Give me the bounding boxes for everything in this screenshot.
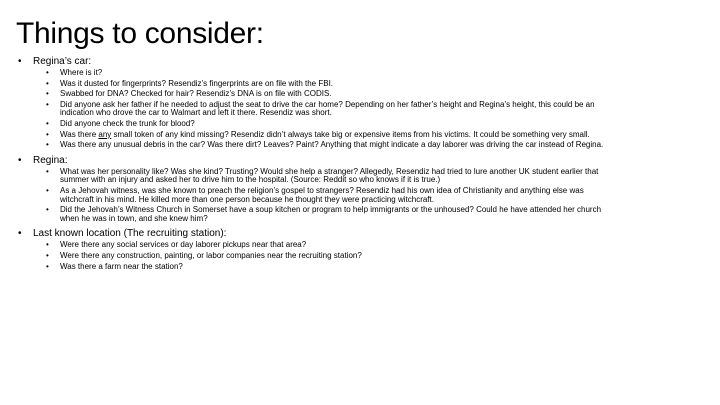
bullet-icon: •: [46, 89, 49, 99]
bullet-icon: •: [46, 240, 49, 250]
bullet-icon: •: [46, 140, 49, 150]
list-item: [33, 141, 618, 150]
item-text: Was there any unusual debris in the car? Was there dirt? Leaves? Paint? Anything that might indicate a day laborer was driving the car instead of Regina.: [60, 140, 604, 150]
section-regina-car: [18, 56, 618, 150]
item-text: Were there any construction, painting, or labor companies near the recruiting station?: [60, 250, 362, 260]
item-text: As a Jehovah witness, was she known to preach the religion’s gospel to strangers? Resendiz had his own idea of Christianity and anything else was witchcraft in his mind. He killed more than one person because he thought they were practicing witchcraft.: [60, 185, 584, 204]
section-heading: Last known location (The recruiting station):: [33, 228, 227, 240]
item-text-pre: Was there: [60, 129, 99, 139]
section-last-known-location: [18, 228, 618, 271]
list-item: [33, 101, 618, 118]
list-item: [33, 69, 618, 78]
list-item: [33, 131, 618, 140]
list-item: [33, 90, 618, 99]
bullet-icon: •: [46, 99, 49, 109]
bullet-icon: •: [18, 56, 22, 67]
bullet-icon: •: [46, 78, 49, 88]
underlined-word: any: [98, 129, 112, 139]
list-item: [33, 252, 618, 261]
item-text: Did the Jehovah’s Witness Church in Somerset have a soup kitchen or program to help immigrants or the unhoused? Could he have attended her church when he was in town, and she knew him?: [60, 205, 602, 223]
sub-list: [33, 168, 618, 224]
list-item: [33, 187, 618, 204]
list-item: [33, 206, 618, 223]
item-text-post: small token of any kind missing? Resendiz didn’t always take big or expensive items from his victims. It could be something very small.: [111, 129, 590, 139]
list-item: [33, 263, 618, 272]
bullet-icon: •: [18, 228, 22, 240]
outline: [18, 56, 618, 273]
section-regina: [18, 155, 618, 224]
item-text: Did anyone check the trunk for blood?: [60, 118, 195, 128]
item-text: What was her personality like? Was she kind? Trusting? Would she help a stranger? Allegedly, Resendiz had tried to lure another UK student earlier that summer with an injury and asked her to drive him to the hospital. (Source: Reddit so who knows if it is true.): [60, 166, 599, 185]
bullet-icon: •: [46, 166, 49, 176]
bullet-icon: •: [46, 185, 49, 195]
bullet-icon: •: [18, 154, 22, 166]
item-text: Swabbed for DNA? Checked for hair? Resendiz’s DNA is on file with CODIS.: [60, 89, 332, 99]
item-text: Was it dusted for fingerprints? Resendiz’s fingerprints are on file with the FBI.: [60, 78, 334, 88]
bullet-icon: •: [46, 118, 49, 128]
list-item: [33, 80, 618, 89]
item-text: Did anyone ask her father if he needed to adjust the seat to drive the car home? Depending on her father’s height and Regina’s height, this could be an indication who drove the car to Walmart and left it there. Resendiz was short.: [60, 99, 595, 118]
item-text: Where is it?: [60, 68, 103, 77]
bullet-icon: •: [46, 205, 49, 215]
section-heading: Regina’s car:: [33, 56, 92, 67]
list-item: [33, 241, 618, 250]
item-text: Was there a farm near the station?: [60, 261, 183, 271]
sub-list: [33, 69, 618, 150]
sub-list: [33, 241, 618, 271]
bullet-icon: •: [46, 68, 49, 77]
bullet-icon: •: [46, 250, 49, 260]
list-item: [33, 168, 618, 185]
bullet-icon: •: [46, 261, 49, 271]
bullet-icon: •: [46, 129, 49, 139]
list-item: [33, 120, 618, 129]
slide-title: Things to consider:: [16, 17, 264, 50]
section-heading: Regina:: [33, 154, 68, 166]
item-text: Were there any social services or day laborer pickups near that area?: [60, 240, 307, 250]
